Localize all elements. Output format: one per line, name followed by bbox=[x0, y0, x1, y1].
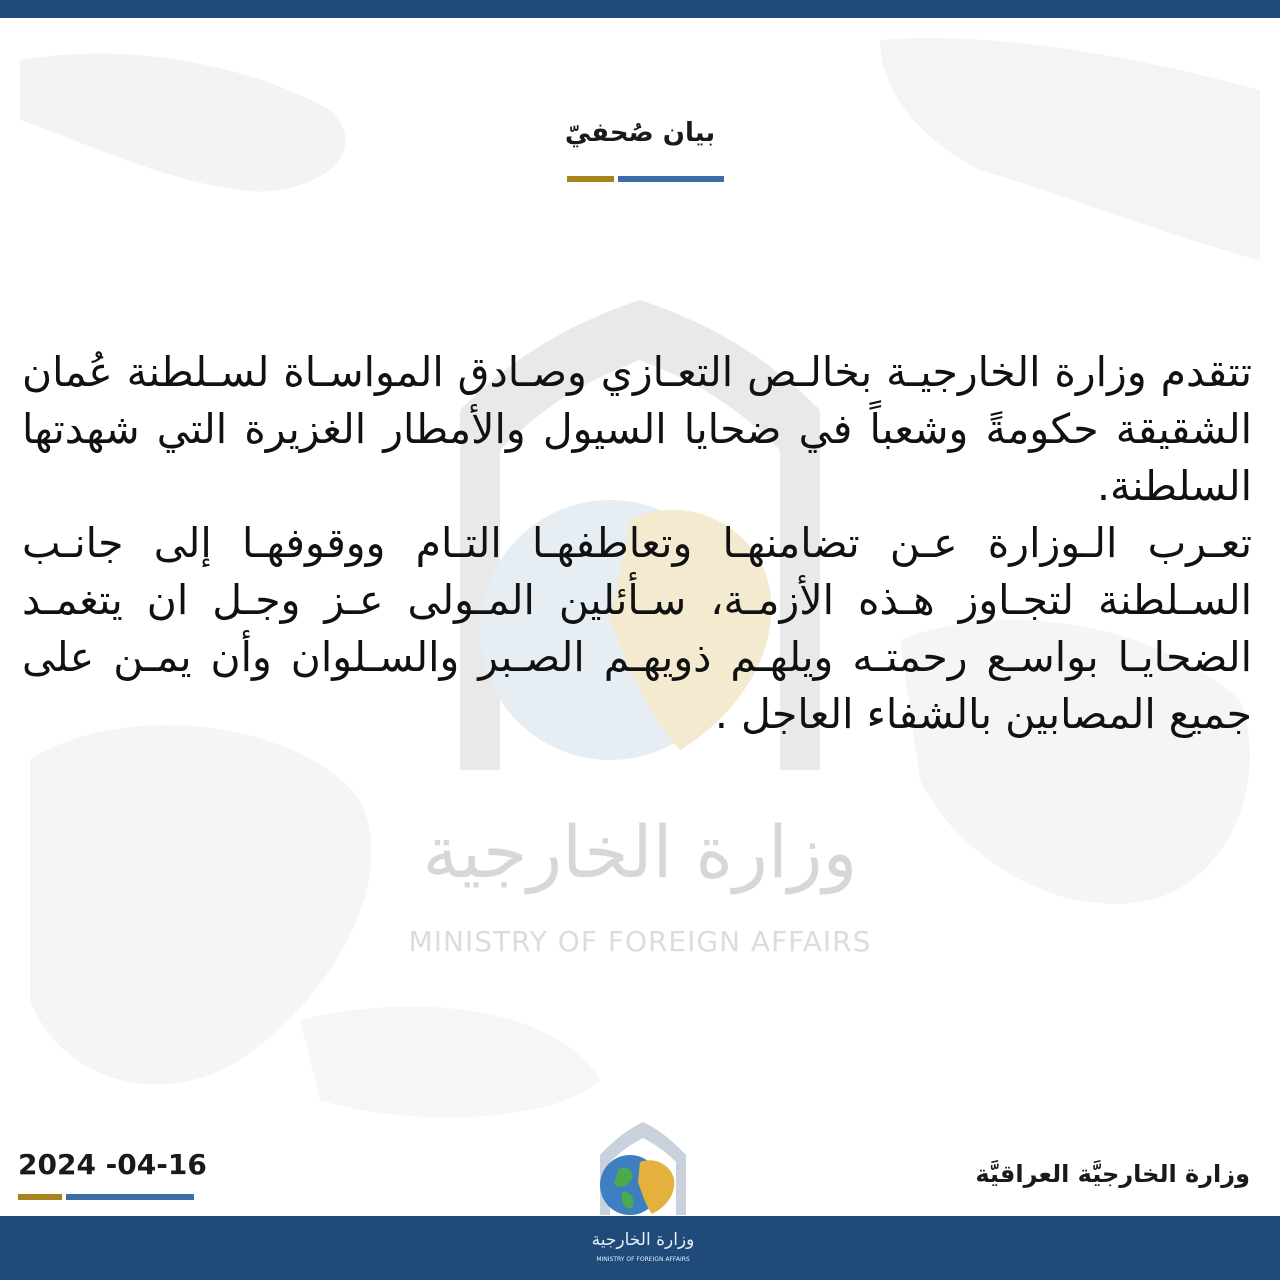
statement-paragraph-2: تعـرب الـوزارة عـن تضامنهـا وتعاطفهـا التـام ووقوفهـا إلى جانـب السـلطنة لتجـاوز هـذه الأزمـة، سـأئلين المـولى عـز وجـل ان يتغمـد الضحايـا بواسـع رحمتـه ويلهـم ذويهـم الصـبر والسـلوان وأن يمـن على جميع المصابين بالشفاء العاجل . bbox=[22, 519, 1252, 738]
title-underline-blue bbox=[618, 176, 724, 182]
title-underline-gold bbox=[567, 176, 614, 182]
watermark-english: MINISTRY OF FOREIGN AFFAIRS bbox=[408, 925, 872, 958]
logo-english-text: MINISTRY OF FOREIGN AFFAIRS bbox=[596, 1256, 690, 1263]
logo-arabic-text: وزارة الخارجية bbox=[591, 1230, 695, 1250]
date-underline-blue bbox=[66, 1194, 194, 1200]
page-title: بيان صُحفيّ bbox=[564, 118, 716, 148]
statement-paragraph-1: تتقدم وزارة الخارجيـة بخالـص التعـازي وصـادق المواسـاة لسـلطنة عُمان الشقيقة حكومةً وشعباً في ضحايا السيول والأمطار الغزيرة التي شهدتها السلطنة. bbox=[22, 348, 1252, 510]
date-underline-gold bbox=[18, 1194, 62, 1200]
statement-body bbox=[22, 344, 1252, 743]
ministry-name: وزارة الخارجيَّة العراقيَّة bbox=[975, 1160, 1250, 1188]
statement-date: 2024 -04-16 bbox=[18, 1148, 207, 1181]
watermark-arabic: وزارة الخارجية bbox=[422, 810, 858, 894]
